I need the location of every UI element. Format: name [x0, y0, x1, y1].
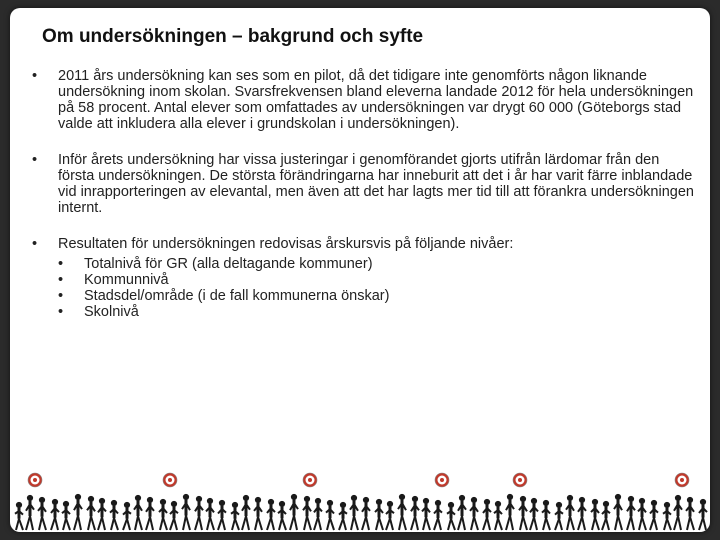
- bullet-item: [28, 68, 698, 132]
- walking-figure-icon: [242, 495, 250, 530]
- walking-figure-icon: [591, 499, 599, 530]
- walking-figure-icon: [494, 501, 502, 530]
- walking-figure-icon: [422, 498, 430, 530]
- bullet-text: 2011 års undersökning kan ses som en pilot, då det tidigare inte genomförts någon liknande undersökning inom skolan. Svarsfrekvensen bland eleverna landade 2012 för hela undersökningen på 58 procent. Antal elever som omfattades av undersökningen var drygt 60 000 (Göteborgs stad valde att inkludera alla elever i grundskolan i undersökningen).: [58, 68, 694, 132]
- walking-figure-icon: [447, 502, 455, 530]
- walking-figure-icon: [663, 502, 671, 530]
- walking-figure-icon: [146, 497, 154, 530]
- bullet-marker: •: [32, 152, 38, 168]
- sub-bullet-text: Stadsdel/område (i de fall kommunerna önskar): [84, 288, 390, 304]
- walking-figure-icon: [458, 495, 466, 530]
- walking-figure-icon: [278, 501, 286, 530]
- walking-figure-icon: [218, 500, 226, 530]
- bullet-marker: •: [58, 256, 64, 272]
- walking-figure-icon: [519, 496, 527, 530]
- target-icon: [675, 473, 689, 487]
- walking-figures: [15, 494, 707, 530]
- bullet-marker: •: [32, 68, 38, 84]
- target-icon: [303, 473, 317, 487]
- walking-figure-icon: [170, 501, 178, 530]
- bullet-marker: •: [32, 236, 38, 252]
- bullet-marker: •: [58, 272, 64, 288]
- walking-figure-icon: [62, 501, 70, 530]
- walking-figure-icon: [398, 494, 406, 530]
- walking-figure-icon: [267, 499, 275, 530]
- target-icon: [163, 473, 177, 487]
- walking-figure-icon: [614, 494, 622, 530]
- walking-figure-icon: [638, 498, 646, 530]
- target-icon: [513, 473, 527, 487]
- sub-bullet-item: [54, 304, 698, 320]
- target-icons: [28, 473, 689, 487]
- slide-title: Om undersökningen – bakgrund och syfte: [42, 26, 424, 47]
- walking-figure-icon: [483, 499, 491, 530]
- walking-figure-icon: [686, 497, 694, 530]
- slide: [10, 8, 710, 532]
- walking-figure-icon: [38, 497, 46, 530]
- people-silhouette-banner: [10, 470, 710, 532]
- sub-bullet-item: [54, 288, 698, 304]
- walking-figure-icon: [542, 500, 550, 530]
- target-icon: [435, 473, 449, 487]
- walking-figure-icon: [578, 497, 586, 530]
- walking-figure-icon: [375, 499, 383, 530]
- walking-figure-icon: [123, 502, 131, 530]
- walking-figure-icon: [339, 502, 347, 530]
- walking-figure-icon: [602, 501, 610, 530]
- walking-figure-icon: [411, 496, 419, 530]
- bullet-text: Inför årets undersökning har vissa justeringar i genomförandet gjorts utifrån lärdomar från den första undersökningen. De största förändringarna har inneburit att det i år har varit färre inblandade vid inrapporteringen av elevantal, men även att det har lagts mer tid till att förankra undersökningen internt.: [58, 152, 694, 216]
- bullet-item: [28, 236, 698, 252]
- sub-bullet-text: Kommunnivå: [84, 272, 169, 288]
- walking-figure-icon: [254, 497, 262, 530]
- walking-figure-icon: [303, 496, 311, 530]
- walking-figure-icon: [566, 495, 574, 530]
- walking-figure-icon: [26, 495, 34, 530]
- target-icon: [28, 473, 42, 487]
- sub-bullet-item: [54, 256, 698, 272]
- walking-figure-icon: [650, 500, 658, 530]
- walking-figure-icon: [699, 499, 707, 530]
- walking-figure-icon: [51, 499, 59, 530]
- sub-bullet-text: Totalnivå för GR (alla deltagande kommuner): [84, 256, 373, 272]
- walking-figure-icon: [350, 495, 358, 530]
- walking-figure-icon: [110, 500, 118, 530]
- walking-figure-icon: [134, 495, 142, 530]
- walking-figure-icon: [74, 494, 82, 530]
- walking-figure-icon: [674, 495, 682, 530]
- walking-figure-icon: [326, 500, 334, 530]
- bullet-marker: •: [58, 288, 64, 304]
- walking-figure-icon: [314, 498, 322, 530]
- walking-figure-icon: [555, 502, 563, 530]
- bullet-text: Resultaten för undersökningen redovisas årskursvis på följande nivåer:: [58, 236, 514, 252]
- walking-figure-icon: [231, 502, 239, 530]
- bullet-item: [28, 152, 698, 216]
- walking-figure-icon: [386, 501, 394, 530]
- walking-figure-icon: [362, 497, 370, 530]
- walking-figure-icon: [87, 496, 95, 530]
- walking-figure-icon: [434, 500, 442, 530]
- walking-figure-icon: [470, 497, 478, 530]
- walking-figure-icon: [159, 499, 167, 530]
- walking-figure-icon: [206, 498, 214, 530]
- walking-figure-icon: [182, 494, 190, 530]
- walking-figure-icon: [506, 494, 514, 530]
- sub-bullet-text: Skolnivå: [84, 304, 139, 320]
- bullet-marker: •: [58, 304, 64, 320]
- sub-bullet-item: [54, 272, 698, 288]
- walking-figure-icon: [530, 498, 538, 530]
- bullet-list: [28, 68, 698, 320]
- walking-figure-icon: [15, 502, 23, 530]
- walking-figure-icon: [98, 498, 106, 530]
- walking-figure-icon: [195, 496, 203, 530]
- walking-figure-icon: [627, 496, 635, 530]
- walking-figure-icon: [290, 494, 298, 530]
